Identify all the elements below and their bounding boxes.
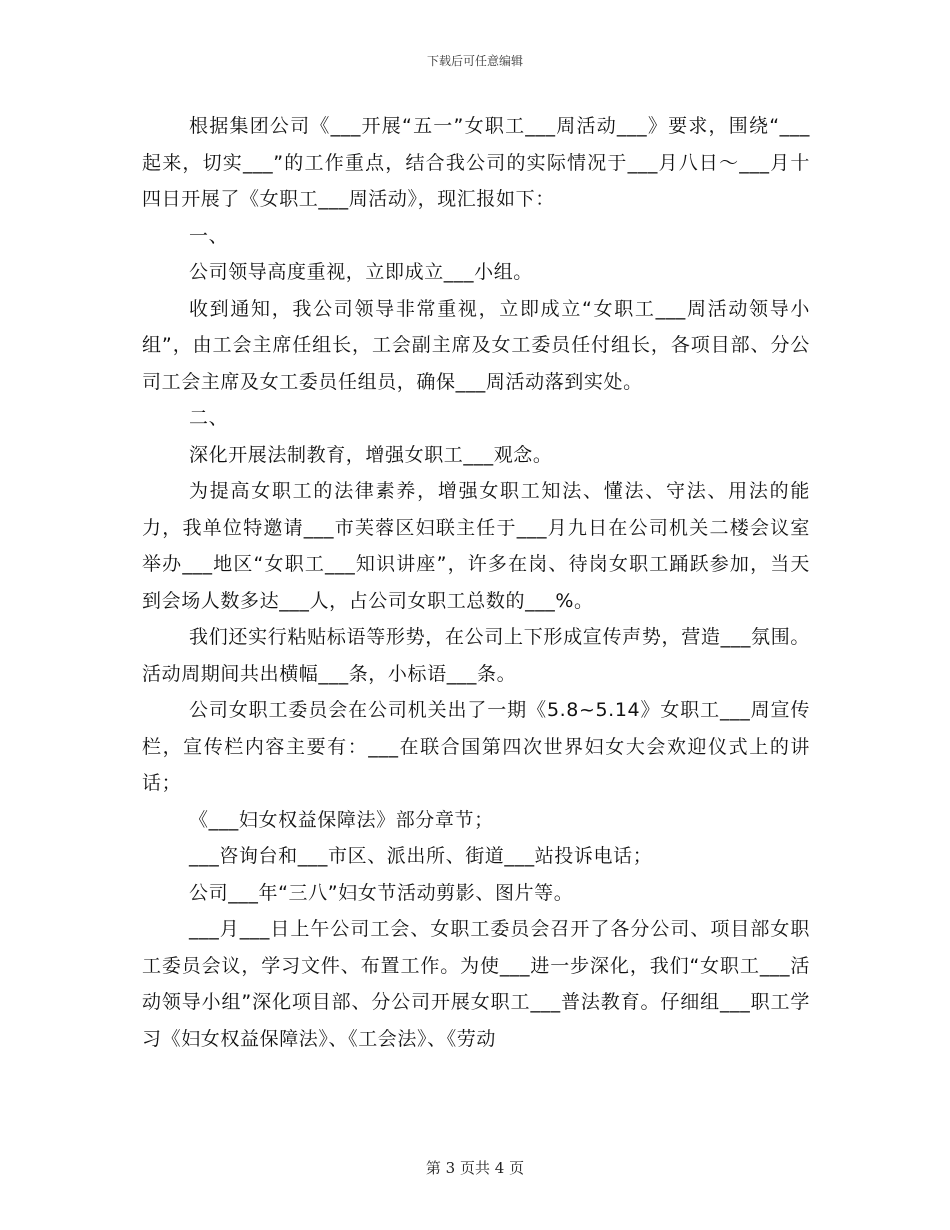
list-item: 公司___年“三八”妇女节活动剪影、图片等。 xyxy=(189,881,574,904)
list-item: 《___妇女权益保障法》部分章节； xyxy=(189,808,494,831)
paragraph: 深化开展法制教育，增强女职工___观念。 xyxy=(189,443,553,466)
paragraph: 公司领导高度重视，立即成立___小组。 xyxy=(189,261,533,283)
page-number-footer: 第 3 页共 4 页 xyxy=(425,1159,525,1177)
paragraph: 我们还实行粘贴标语等形势，在公司上下形成宣传声势，营造___氛围。活动周期间共出横幅___条，小标语___条。 xyxy=(142,626,810,685)
page-header: 下载后可任意编辑 xyxy=(426,54,523,68)
list-item: ___咨询台和___市区、派出所、街道___站投诉电话； xyxy=(189,845,653,867)
section-heading-1: 一、 xyxy=(189,224,229,247)
paragraph: 收到通知，我公司领导非常重视，立即成立“女职工___周活动领导小组”，由工会主席任组长，工会副主席及女工委员任付组长，各项目部、分公司工会主席及女工委员任组员，确保___周活动落到实处。 xyxy=(142,297,810,393)
paragraph: 公司女职工委员会在公司机关出了一期《5.8~5.14》女职工___周宣传栏，宣传栏内容主要有：___在联合国第四次世界妇女大会欢迎仪式上的讲话； xyxy=(142,699,810,794)
paragraph: 为提高女职工的法律素养，增强女职工知法、懂法、守法、用法的能力，我单位特邀请___市芙蓉区妇联主任于___月九日在公司机关二楼会议室举办___地区“女职工___知识讲座”，许多在岗、待岗女职工踊跃参加，当天到会场人数多达___人，占公司女职工总数的___%。 xyxy=(142,480,810,612)
paragraph: ___月___日上午公司工会、女职工委员会召开了各分公司、项目部女职工委员会议，学习文件、布置工作。为使___进一步深化，我们“女职工___活动领导小组”深化项目部、分公司开展女职工___普法教育。仔细组___职工学习《妇女权益保障法》、《工会法》、《劳动 xyxy=(142,918,810,1050)
intro-paragraph: 根据集团公司《___开展“五一”女职工___周活动___》要求，围绕“___起来，切实___”的工作重点，结合我公司的实际情况于___月八日～___月十四日开展了《女职工___周活动》，现汇报如下： xyxy=(142,115,810,210)
section-heading-2: 二、 xyxy=(189,407,229,429)
document-body xyxy=(142,108,810,1057)
